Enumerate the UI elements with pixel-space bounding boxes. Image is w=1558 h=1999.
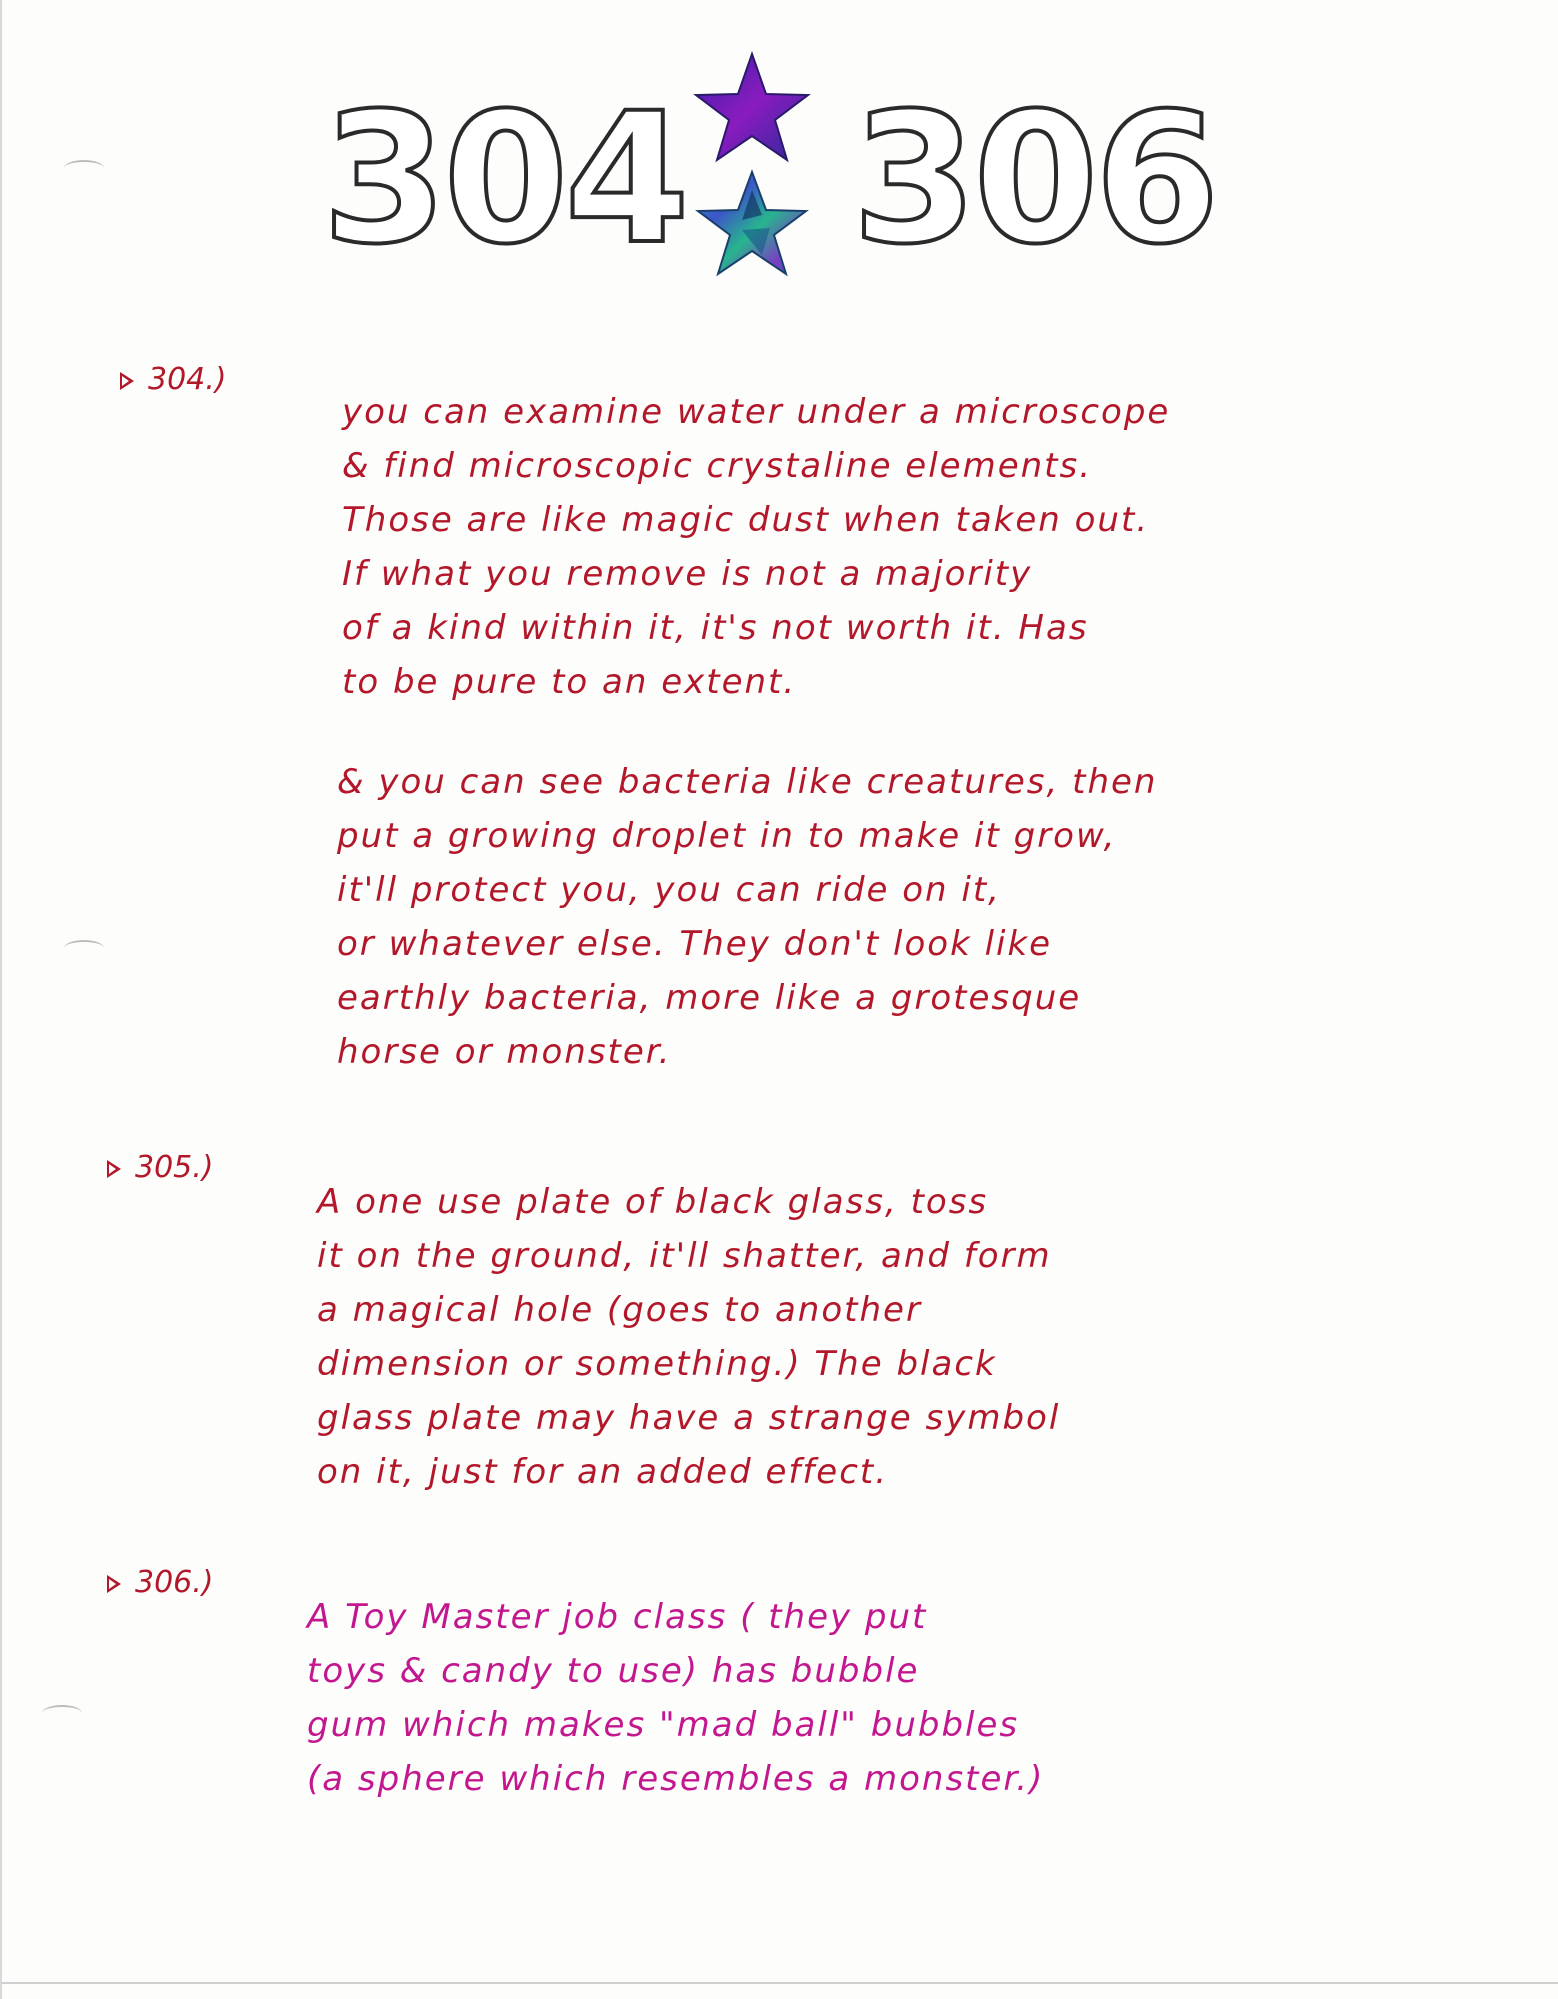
text-line: If what you remove is not a majority	[342, 554, 1033, 594]
text-line: A Toy Master job class ( they put	[307, 1597, 928, 1637]
triangle-bullet-icon	[120, 372, 134, 390]
page-header	[302, 50, 1222, 290]
entry-304-paragraph-2	[337, 755, 1157, 1079]
text-line: on it, just for an added effect.	[317, 1452, 889, 1492]
text-line: toys & candy to use) has bubble	[307, 1651, 920, 1691]
star-stickers	[682, 50, 822, 290]
entry-label: 305.)	[135, 1150, 214, 1185]
text-line: & find microscopic crystaline elements.	[342, 446, 1093, 486]
punch-hole-mark	[42, 1705, 82, 1721]
text-line: glass plate may have a strange symbol	[317, 1398, 1061, 1438]
entry-306-paragraph	[307, 1590, 1044, 1806]
page-bottom-edge	[2, 1982, 1558, 1984]
triangle-bullet-icon	[107, 1160, 121, 1178]
header-number-left: 304	[322, 75, 686, 284]
entry-marker-305	[107, 1150, 214, 1185]
entry-marker-304	[120, 362, 227, 397]
triangle-bullet-icon	[107, 1575, 121, 1593]
purple-star-sticker-icon	[682, 50, 822, 290]
entry-label: 306.)	[135, 1565, 214, 1600]
text-line: of a kind within it, it's not worth it. Has	[342, 608, 1089, 648]
text-line: put a growing droplet in to make it grow,	[337, 816, 1117, 856]
text-line: a magical hole (goes to another	[317, 1290, 922, 1330]
entry-305-paragraph	[317, 1175, 1060, 1499]
text-line: you can examine water under a microscope	[342, 392, 1171, 432]
header-number-right: 306	[852, 75, 1216, 284]
entry-304-paragraph-1	[342, 385, 1170, 709]
text-line: & you can see bacteria like creatures, then	[337, 762, 1158, 802]
punch-hole-mark	[64, 940, 104, 956]
punch-hole-mark	[64, 160, 104, 176]
text-line: Those are like magic dust when taken out.	[342, 500, 1150, 540]
text-line: to be pure to an extent.	[342, 662, 797, 702]
text-line: it on the ground, it'll shatter, and form	[317, 1236, 1052, 1276]
entry-label: 304.)	[148, 362, 227, 397]
text-line: (a sphere which resembles a monster.)	[307, 1759, 1045, 1799]
entry-marker-306	[107, 1565, 214, 1600]
text-line: A one use plate of black glass, toss	[317, 1182, 989, 1222]
text-line: or whatever else. They don't look like	[337, 924, 1053, 964]
text-line: horse or monster.	[337, 1032, 672, 1072]
text-line: dimension or something.) The black	[317, 1344, 997, 1384]
text-line: it'll protect you, you can ride on it,	[337, 870, 1001, 910]
text-line: gum which makes "mad ball" bubbles	[307, 1705, 1020, 1745]
text-line: earthly bacteria, more like a grotesque	[337, 978, 1082, 1018]
